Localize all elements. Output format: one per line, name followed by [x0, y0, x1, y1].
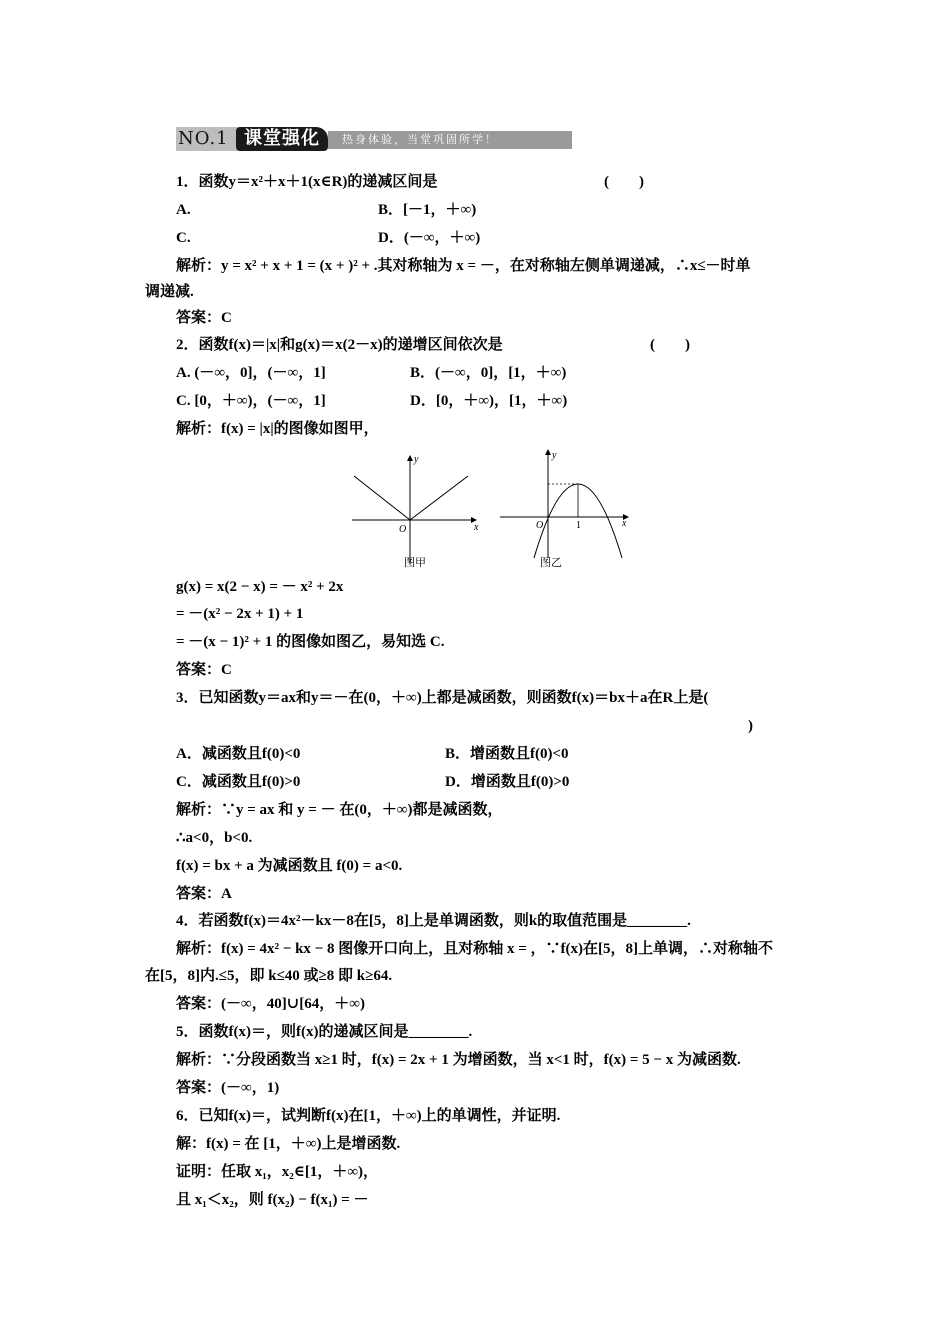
- q6-stem: 6．已知f(x)＝，试判断f(x)在[1，＋∞)上的单调性，并证明.: [176, 1108, 561, 1124]
- q1-stem: 1．函数y＝x²＋x＋1(x∈R)的递减区间是: [176, 174, 438, 190]
- q3-stem: 3．已知函数y＝ax和y＝－在(0，＋∞)上都是减函数，则函数f(x)＝bx＋a在R上是(: [176, 690, 709, 706]
- fig-a-origin: O: [399, 524, 407, 535]
- q1-option-d: D．(－∞，＋∞): [378, 230, 481, 246]
- q1-bracket: ( ): [604, 174, 644, 190]
- q5-answer: 答案：(－∞，1): [176, 1080, 280, 1096]
- q2-analysis: 解析：f(x) = |x|的图像如图甲，: [176, 421, 379, 437]
- q3-option-b: B．增函数且f(0)<0: [445, 746, 569, 762]
- q1-analysis-cont: 调递减.: [145, 284, 194, 300]
- graphs-svg: [348, 446, 642, 570]
- q2-stem: 2．函数f(x)＝|x|和g(x)＝x(2－x)的递增区间依次是: [176, 337, 503, 353]
- q3-analysis-line2: ∴a<0，b<0.: [176, 830, 253, 846]
- q3-analysis: 解析：∵y = ax 和 y = － 在(0，＋∞)都是减函数，: [176, 802, 503, 818]
- fig-b-x-label: x: [622, 518, 627, 529]
- q5-analysis: 解析：∵分段函数当 x≥1 时，f(x) = 2x + 1 为增函数，当 x<1 时，f(x) = 5 − x 为减函数.: [176, 1052, 741, 1068]
- caption-figure-a: 图甲: [404, 556, 426, 569]
- graph-figures: [348, 446, 642, 570]
- q2-option-d: D．[0，＋∞)，[1，＋∞): [410, 393, 568, 409]
- q2-bracket: ( ): [650, 337, 690, 353]
- q2-answer: 答案：C: [176, 662, 232, 678]
- q1-option-b: B．[－1，＋∞): [378, 202, 477, 218]
- q2-analysis-line3: = －(x² − 2x + 1) + 1: [176, 606, 304, 622]
- banner-number: NO.1: [176, 127, 238, 151]
- q6-proof-line1: 证明：任取 x₁，x₂∈[1，＋∞)，: [176, 1164, 379, 1180]
- q2-option-c: C. [0，＋∞)，(－∞，1]: [176, 393, 326, 409]
- fig-b-y-label: y: [552, 450, 557, 461]
- q1-option-a: A.: [176, 202, 191, 218]
- q1-analysis: 解析：y = x² + x + 1 = (x + )² + .其对称轴为 x = －，在对称轴左侧单调递减，∴x≤－时单: [176, 258, 751, 274]
- banner-slogan: 热身体验，当堂巩固所学！: [328, 131, 572, 149]
- banner-title: 课堂强化: [236, 127, 328, 151]
- section-banner: [176, 127, 558, 151]
- q4-analysis: 解析：f(x) = 4x² − kx − 8 图像开口向上，且对称轴 x = ，∵f(x)在[5，8]上单调，∴对称轴不: [176, 941, 773, 957]
- fig-a-abs-curve: [354, 476, 468, 520]
- q2-analysis-line4: = －(x − 1)² + 1 的图像如图乙，易知选 C.: [176, 634, 445, 650]
- q3-analysis-line3: f(x) = bx + a 为减函数且 f(0) = a<0.: [176, 858, 403, 874]
- q4-analysis-cont: 在[5，8]内.≤5，即 k≤40 或≥8 即 k≥64.: [145, 968, 393, 984]
- q2-option-a: A. (－∞，0]，(－∞，1]: [176, 365, 326, 381]
- fig-a-y-label: y: [414, 454, 419, 465]
- q2-option-b: B．(－∞，0]，[1，＋∞): [410, 365, 567, 381]
- q1-answer: 答案：C: [176, 310, 232, 326]
- fig-b-origin: O: [536, 520, 544, 531]
- q3-option-a: A．减函数且f(0)<0: [176, 746, 301, 762]
- q5-stem: 5．函数f(x)＝，则f(x)的递减区间是________.: [176, 1024, 473, 1040]
- q6-proof-line2: 且 x₁＜x₂，则 f(x₂) − f(x₁) = －: [176, 1192, 369, 1208]
- q2-analysis-line2: g(x) = x(2 − x) = － x² + 2x: [176, 579, 344, 595]
- q3-option-c: C．减函数且f(0)>0: [176, 774, 301, 790]
- caption-figure-b: 图乙: [540, 556, 562, 569]
- q1-option-c: C.: [176, 230, 191, 246]
- fig-a-x-label: x: [474, 522, 479, 533]
- q4-answer: 答案：(－∞，40]∪[64，＋∞): [176, 996, 365, 1012]
- q3-bracket-close: ): [748, 718, 753, 734]
- q4-stem: 4．若函数f(x)＝4x²－kx－8在[5，8]上是单调函数，则k的取值范围是________.: [176, 913, 691, 929]
- q3-answer: 答案：A: [176, 886, 232, 902]
- fig-b-tick-1: 1: [576, 520, 581, 531]
- q6-solution: 解：f(x) = 在 [1，＋∞)上是增函数.: [176, 1136, 401, 1152]
- q3-option-d: D．增函数且f(0)>0: [445, 774, 570, 790]
